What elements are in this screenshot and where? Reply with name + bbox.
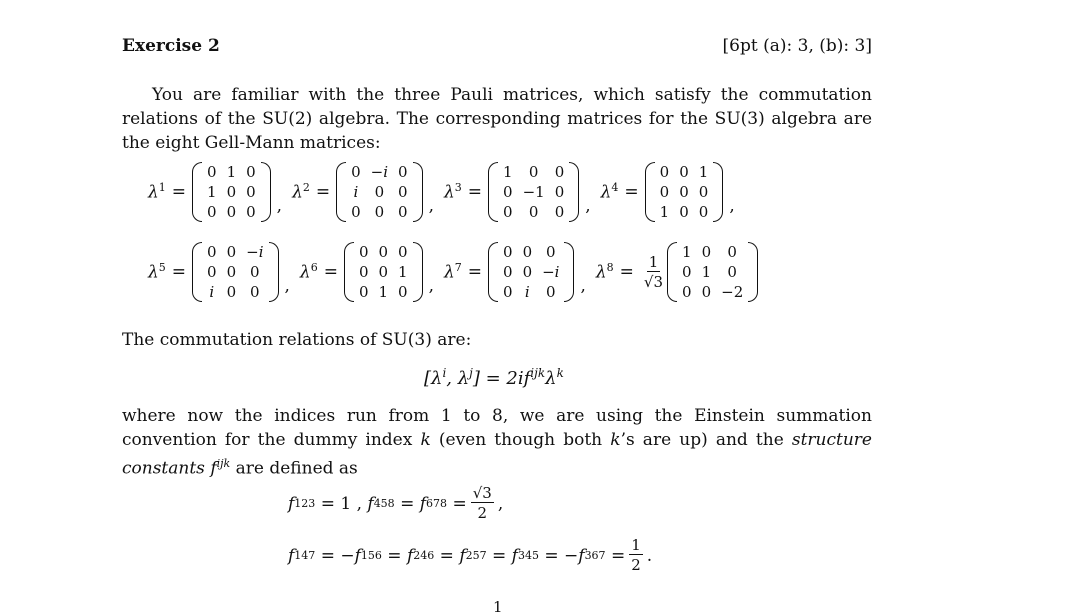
- matrix-cell: 0: [554, 163, 565, 181]
- matrix-cell: −i: [246, 243, 264, 261]
- matrix-cell: 1: [659, 203, 670, 221]
- matrix-label: $\lambda^6$: [299, 261, 318, 283]
- comm-sup-j: j: [469, 366, 473, 380]
- intro-paragraph: You are familiar with the three Pauli matrices, which satisfy the commutation relations of the SU(2) algebra. The corresponding matrices for the SU(3) algebra are the eight Gell-Mann matrices:: [122, 85, 872, 153]
- prefactor-fraction: $\frac{1}{√3}$: [643, 252, 664, 291]
- f-sup-246: 246: [413, 549, 435, 562]
- matrix-cell: 1: [503, 163, 513, 181]
- matrix-cell: 0: [398, 203, 408, 221]
- matrix-row-2: [148, 242, 758, 302]
- matrix-cell: i: [353, 183, 359, 201]
- matrix-cell: 0: [698, 203, 709, 221]
- matrix-cell: −i: [370, 163, 389, 181]
- where-text-1: where now the indices run from 1 to 8, we are using the Einstein summation convention for the dummy index: [122, 406, 872, 450]
- frac-den: 2: [631, 556, 641, 574]
- comm-lhs: [λ: [424, 368, 443, 389]
- matrix-entries: [677, 242, 748, 302]
- matrix-cell: 0: [207, 203, 217, 221]
- f-sup-367: 367: [584, 549, 606, 562]
- gell-mann-matrix-4: $\lambda^4$ = 0 0 1 0 0 0 1 0 0 ,: [600, 163, 735, 221]
- matrix-label: $\lambda^8$: [595, 261, 614, 283]
- matrix-cell: 0: [679, 183, 689, 201]
- matrix-cell: 1: [701, 263, 712, 281]
- matrix-cell: 0: [503, 243, 513, 261]
- matrix-entries: [498, 162, 569, 222]
- matrix-cell: 1: [378, 283, 389, 301]
- matrix-cell: 0: [358, 243, 369, 261]
- matrix-cell: 1: [682, 243, 692, 261]
- matrix-entries: [202, 162, 261, 222]
- matrix-cell: −i: [542, 263, 560, 281]
- page-number: 1: [493, 598, 503, 616]
- matrix-row-1: [148, 162, 745, 222]
- matrix-cell: 0: [374, 183, 385, 201]
- frac-num: 1: [631, 536, 641, 554]
- matrix-cell: 0: [358, 263, 369, 281]
- matrix-cell: 1: [226, 163, 237, 181]
- matrix-cell: 0: [226, 203, 237, 221]
- matrix-entries: [346, 162, 412, 222]
- gell-mann-matrix-8: $\lambda^8$ = $\frac{1}{√3}$ 1 0 0 0 1 0 0 0 −2: [596, 242, 758, 302]
- matrix-cell: 0: [351, 203, 361, 221]
- structure-constants-line-1: f 123 = 1 , f 458 = f 678 = $\frac{√3}{2}$ ,: [288, 484, 504, 522]
- matrix-label: $\lambda^3$: [443, 181, 462, 203]
- comm-lambda: λ: [545, 368, 557, 389]
- matrix-entries: [202, 242, 268, 302]
- matrix-cell: 0: [378, 263, 389, 281]
- matrix-cell: i: [209, 283, 215, 301]
- where-text-3: ’s are up) and the: [620, 430, 792, 450]
- matrix-cell: 0: [207, 243, 217, 261]
- matrix-cell: 1: [398, 263, 408, 281]
- matrix-cell: 0: [727, 263, 737, 281]
- gell-mann-matrix-6: $\lambda^6$ = 0 0 0 0 0 1 0 1 0 ,: [299, 243, 434, 301]
- gell-mann-matrix-5: $\lambda^5$ = 0 0 −i 0 0 0 i 0 0 ,: [148, 243, 290, 301]
- matrix-cell: 0: [250, 263, 260, 281]
- gell-mann-matrix-2: $\lambda^2$ = 0 −i 0 i 0 0 0 0 0 ,: [292, 163, 434, 221]
- f-sup-678: 678: [426, 497, 448, 510]
- matrix-cell: 0: [378, 243, 389, 261]
- matrix-cell: 0: [398, 163, 408, 181]
- matrix-cell: 0: [546, 283, 556, 301]
- matrix-cell: 0: [528, 163, 539, 181]
- matrix-cell: 0: [226, 183, 237, 201]
- matrix-cell: 0: [698, 183, 709, 201]
- matrix-cell: 0: [546, 243, 556, 261]
- where-paragraph: [122, 404, 872, 481]
- commutation-equation: [424, 366, 564, 389]
- f-sup-345: 345: [517, 549, 539, 562]
- matrix-cell: 0: [522, 243, 533, 261]
- matrix-cell: 0: [701, 243, 712, 261]
- matrix-cell: 0: [522, 263, 533, 281]
- matrix-cell: 0: [554, 203, 565, 221]
- f-sup-257: 257: [465, 549, 487, 562]
- matrix-cell: 0: [528, 203, 539, 221]
- f-line2-tail: .: [646, 545, 653, 566]
- matrix-entries: [354, 242, 413, 302]
- where-structure: structure constants: [122, 430, 872, 479]
- matrix-cell: 0: [682, 263, 692, 281]
- matrix-cell: 1: [207, 183, 217, 201]
- where-text-2: (even though both: [430, 430, 611, 450]
- matrix-cell: 0: [207, 263, 217, 281]
- matrix-label: $\lambda^1$: [148, 181, 166, 203]
- matrix-cell: 0: [351, 163, 361, 181]
- frac-num: √3: [472, 484, 492, 502]
- matrix-cell: 0: [659, 163, 670, 181]
- matrix-cell: 0: [503, 183, 513, 201]
- matrix-cell: −1: [522, 183, 545, 201]
- where-ijk: ijk: [216, 457, 231, 470]
- gell-mann-matrix-3: $\lambda^3$ = 1 0 0 0 −1 0 0 0 0 ,: [443, 163, 591, 221]
- matrix-label: $\lambda^2$: [292, 181, 310, 203]
- comm-sup-k: k: [556, 366, 564, 380]
- comm-rhs: ] = 2if: [472, 368, 531, 389]
- commutation-intro: The commutation relations of SU(3) are:: [122, 330, 472, 350]
- matrix-cell: 1: [698, 163, 709, 181]
- matrix-label: $\lambda^4$: [600, 181, 619, 203]
- frac-1-over-2: [629, 536, 643, 575]
- matrix-cell: 0: [727, 243, 737, 261]
- matrix-entries: [498, 242, 564, 302]
- matrix-cell: 0: [398, 243, 408, 261]
- matrix-label: $\lambda^7$: [443, 261, 462, 283]
- f-sup-123: 123: [294, 497, 316, 510]
- where-k1: k: [420, 430, 431, 450]
- matrix-cell: 0: [503, 263, 513, 281]
- matrix-cell: 0: [246, 203, 256, 221]
- comm-sup-i: i: [442, 366, 447, 380]
- matrix-entries: [655, 162, 714, 222]
- matrix-cell: 0: [679, 163, 689, 181]
- structure-constants-line-2: f 147 = − f 156 = f 246 = f 257 = f 345 = − f 367 = $\frac{1}{2}$ .: [288, 536, 653, 574]
- matrix-cell: 0: [701, 283, 712, 301]
- matrix-label: $\lambda^5$: [148, 261, 166, 283]
- matrix-cell: 0: [374, 203, 385, 221]
- gell-mann-matrix-7: $\lambda^7$ = 0 0 0 0 0 −i 0 i 0 ,: [443, 243, 586, 301]
- f-sup-156: 156: [360, 549, 382, 562]
- matrix-cell: 0: [250, 283, 260, 301]
- matrix-cell: 0: [398, 183, 408, 201]
- where-f: f: [210, 458, 217, 479]
- points-label: [6pt (a): 3, (b): 3]: [722, 36, 872, 56]
- matrix-cell: 0: [246, 183, 256, 201]
- where-text-4: are defined as: [230, 458, 358, 479]
- matrix-cell: 0: [503, 283, 513, 301]
- f-line1-tail: ,: [497, 493, 504, 514]
- f-sup-147: 147: [294, 549, 316, 562]
- matrix-cell: 0: [246, 163, 256, 181]
- matrix-cell: 0: [226, 243, 237, 261]
- matrix-cell: 0: [398, 283, 408, 301]
- matrix-cell: 0: [207, 163, 217, 181]
- matrix-cell: 0: [226, 283, 237, 301]
- f-sup-458: 458: [373, 497, 395, 510]
- frac-den: 2: [477, 504, 488, 522]
- exercise-title: Exercise 2: [122, 36, 220, 56]
- comm-sup-ijk: ijk: [530, 366, 546, 380]
- frac-sqrt3-over-2: [471, 484, 494, 523]
- matrix-cell: 0: [226, 263, 237, 281]
- matrix-cell: −2: [721, 283, 744, 301]
- gell-mann-matrix-1: $\lambda^1$ = 0 1 0 1 0 0 0 0 0 ,: [148, 163, 283, 221]
- matrix-cell: i: [524, 283, 530, 301]
- comm-mid: , λ: [446, 368, 470, 389]
- matrix-cell: 0: [679, 203, 689, 221]
- matrix-cell: 0: [682, 283, 692, 301]
- where-k2: k: [610, 430, 621, 450]
- matrix-cell: 0: [554, 183, 565, 201]
- f-val-1: = 1 ,: [320, 493, 362, 514]
- matrix-cell: 0: [503, 203, 513, 221]
- matrix-cell: 0: [358, 283, 369, 301]
- matrix-cell: 0: [659, 183, 670, 201]
